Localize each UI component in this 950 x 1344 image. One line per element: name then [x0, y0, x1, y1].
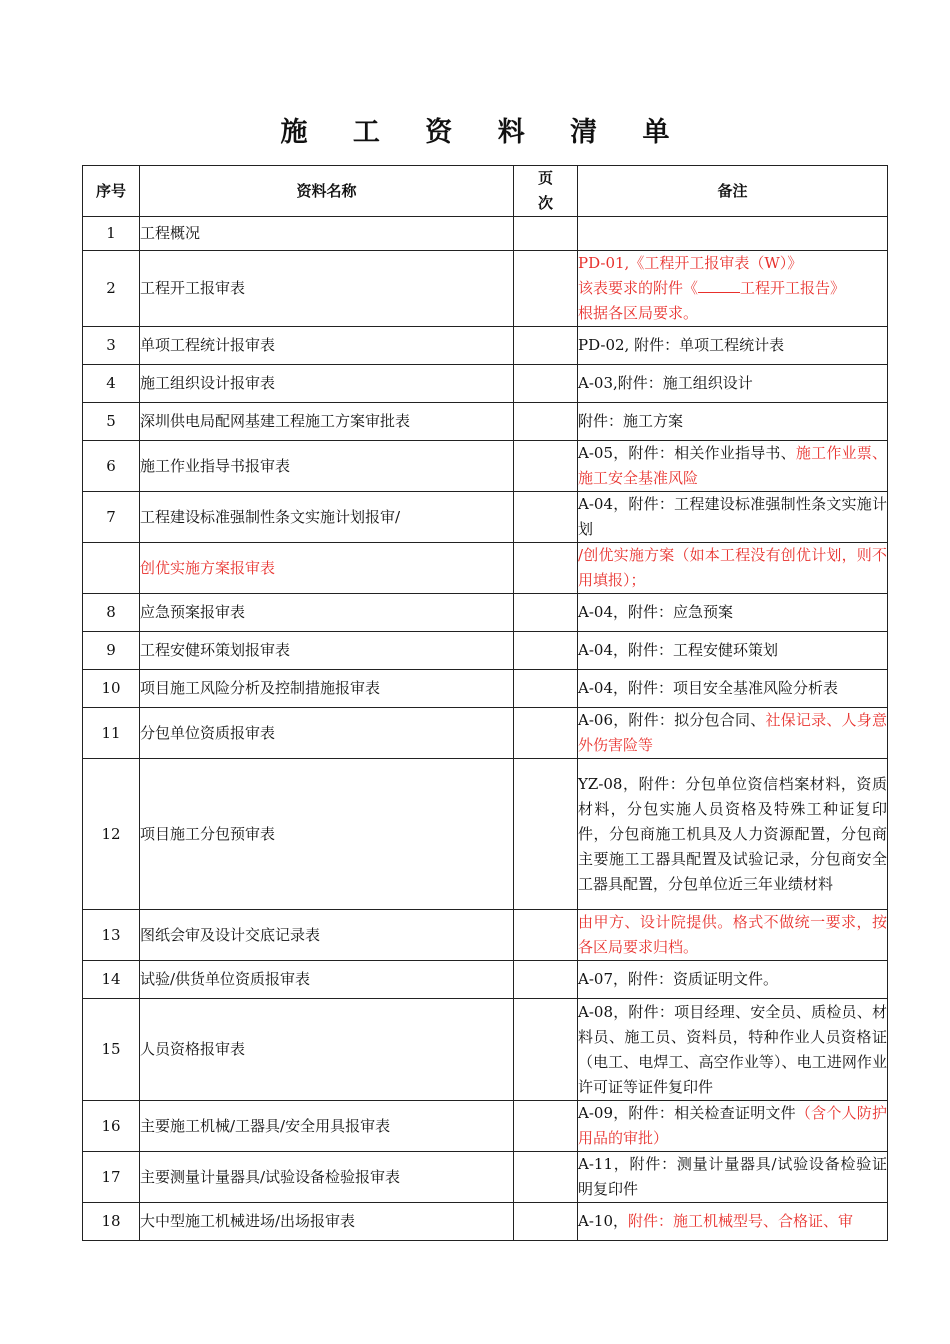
row-name: 主要施工机械/工器具/安全用具报审表: [140, 1101, 514, 1152]
row-no: 17: [83, 1152, 140, 1203]
row-page: [514, 999, 578, 1101]
note-line: 该表要求的附件《: [578, 279, 699, 297]
row-note: [578, 1152, 888, 1203]
row-no: 9: [83, 632, 140, 670]
row-page: [514, 594, 578, 632]
table-row: [83, 327, 888, 365]
row-note: [578, 759, 888, 910]
row-note: [578, 594, 888, 632]
row-page: [514, 632, 578, 670]
note-text: A-08，附件：项目经理、安全员、质检员、材料员、施工员、资料员，特种作业人员资格证（电工、电焊工、高空作业等）、电工进网作业许可证等证件复印件: [578, 1002, 887, 1096]
note-text: A-09，附件：相关检查证明文件: [578, 1104, 796, 1122]
table-row: [83, 1101, 888, 1152]
row-page: [514, 961, 578, 999]
row-name: 项目施工分包预审表: [140, 759, 514, 910]
row-page: [514, 365, 578, 403]
row-name: 施工组织设计报审表: [140, 365, 514, 403]
row-name: 主要测量计量器具/试验设备检验报审表: [140, 1152, 514, 1203]
table-row: [83, 403, 888, 441]
header-no: 序号: [83, 166, 140, 217]
row-page: [514, 1101, 578, 1152]
row-name: 深圳供电局配网基建工程施工方案审批表: [140, 403, 514, 441]
row-page: [514, 708, 578, 759]
note-line: PD-01,《工程开工报审表（W）》: [578, 254, 803, 272]
row-note: [578, 543, 888, 594]
row-page: [514, 251, 578, 327]
row-page: [514, 441, 578, 492]
row-name: 施工作业指导书报审表: [140, 441, 514, 492]
note-text: 附件：施工方案: [578, 412, 684, 430]
row-page: [514, 1203, 578, 1241]
row-name: 人员资格报审表: [140, 999, 514, 1101]
row-no: 12: [83, 759, 140, 910]
row-name: 项目施工风险分析及控制措施报审表: [140, 670, 514, 708]
note-text: A-03,附件：施工组织设计: [578, 374, 753, 392]
row-name: 试验/供货单位资质报审表: [140, 961, 514, 999]
row-name: 应急预案报审表: [140, 594, 514, 632]
row-name: 工程开工报审表: [140, 251, 514, 327]
row-note: [578, 999, 888, 1101]
note-text: A-04，附件：工程建设标准强制性条文实施计划: [578, 495, 887, 538]
table-row: [83, 1152, 888, 1203]
document-list-table: [82, 165, 888, 1241]
table-row: [83, 961, 888, 999]
table-row: [83, 441, 888, 492]
table-row: [83, 999, 888, 1101]
row-name: 工程安健环策划报审表: [140, 632, 514, 670]
row-name: 图纸会审及设计交底记录表: [140, 910, 514, 961]
table-row: [83, 217, 888, 251]
note-text: A-10，: [578, 1212, 628, 1230]
row-note: [578, 910, 888, 961]
note-text: A-04，附件：应急预案: [578, 603, 733, 621]
row-no: 14: [83, 961, 140, 999]
note-text: YZ-08，附件：分包单位资信档案材料，资质材料，分包实施人员资格及特殊工种证复印件，分包商施工机具及人力资源配置，分包商主要施工工器具配置及试验记录，分包商安全工器具配置，分包单位近三年业绩材料: [578, 774, 887, 893]
row-no: 1: [83, 217, 140, 251]
note-text: A-11，附件：测量计量器具/试验设备检验证明复印件: [578, 1155, 887, 1198]
row-note: [578, 492, 888, 543]
note-text-highlight: 由甲方、设计院提供。格式不做统一要求，按各区局要求归档。: [578, 913, 887, 956]
note-text-highlight: 附件：施工机械型号、合格证、审: [628, 1212, 854, 1230]
row-name: 工程建设标准强制性条文实施计划报审/: [140, 492, 514, 543]
page-title: 施 工 资 料 清 单: [280, 117, 688, 148]
header-name: 资料名称: [140, 166, 514, 217]
row-no: 15: [83, 999, 140, 1101]
table-row: [83, 910, 888, 961]
note-text: A-07，附件：资质证明文件。: [578, 970, 778, 988]
note-line: 工程开工报告》: [740, 279, 846, 297]
row-page: [514, 543, 578, 594]
row-no: 4: [83, 365, 140, 403]
header-page: [514, 166, 578, 217]
row-no: 5: [83, 403, 140, 441]
note-text: A-06，附件：拟分包合同、: [578, 711, 766, 729]
row-note: [578, 365, 888, 403]
row-page: [514, 403, 578, 441]
row-page: [514, 910, 578, 961]
row-page: [514, 492, 578, 543]
row-note: [578, 961, 888, 999]
row-page: [514, 327, 578, 365]
row-no: 7: [83, 492, 140, 543]
row-page: [514, 1152, 578, 1203]
row-note: [578, 670, 888, 708]
row-no: 3: [83, 327, 140, 365]
row-note: [578, 251, 888, 327]
row-note: [578, 441, 888, 492]
row-name: 工程概况: [140, 217, 514, 251]
note-text: A-04，附件：工程安健环策划: [578, 641, 778, 659]
row-page: [514, 217, 578, 251]
row-name: 大中型施工机械进场/出场报审表: [140, 1203, 514, 1241]
table-row: [83, 251, 888, 327]
table-row: [83, 759, 888, 910]
row-note: [578, 327, 888, 365]
header-page-char-1: 页: [537, 169, 553, 187]
row-name: 创优实施方案报审表: [140, 543, 514, 594]
row-note: [578, 1203, 888, 1241]
row-page: [514, 670, 578, 708]
table-row: [83, 1203, 888, 1241]
table-row: [83, 670, 888, 708]
row-no: 8: [83, 594, 140, 632]
note-text: A-04，附件：项目安全基准风险分析表: [578, 679, 838, 697]
header-note: 备注: [578, 166, 888, 217]
row-note: [578, 217, 888, 251]
row-no: 6: [83, 441, 140, 492]
table-row: [83, 543, 888, 594]
row-name: 单项工程统计报审表: [140, 327, 514, 365]
row-no: 18: [83, 1203, 140, 1241]
row-no: 2: [83, 251, 140, 327]
table-row: [83, 492, 888, 543]
row-note: [578, 632, 888, 670]
row-no: 13: [83, 910, 140, 961]
note-text: A-05，附件：相关作业指导书、: [578, 444, 796, 462]
row-note: [578, 1101, 888, 1152]
table-row: [83, 365, 888, 403]
header-row: [83, 166, 888, 217]
header-page-char-2: 次: [537, 194, 553, 212]
row-no: 10: [83, 670, 140, 708]
note-text-highlight: 社保记录、人身意外伤害险等: [578, 711, 887, 754]
table-row: [83, 632, 888, 670]
note-text-highlight: /创优实施方案（如本工程没有创优计划，则不用填报）；: [578, 546, 887, 589]
table-row: [83, 708, 888, 759]
row-note: [578, 403, 888, 441]
fill-blank: [698, 277, 740, 293]
row-no: [83, 543, 140, 594]
row-note: [578, 708, 888, 759]
row-no: 11: [83, 708, 140, 759]
note-text: PD-02, 附件：单项工程统计表: [578, 336, 785, 354]
row-no: 16: [83, 1101, 140, 1152]
row-page: [514, 759, 578, 910]
table-row: [83, 594, 888, 632]
note-text-highlight: （含个人防护用品的审批）: [578, 1104, 887, 1147]
note-text-highlight: 施工作业票、施工安全基准风险: [578, 444, 887, 487]
note-line: 根据各区局要求。: [578, 304, 699, 322]
row-name: 分包单位资质报审表: [140, 708, 514, 759]
